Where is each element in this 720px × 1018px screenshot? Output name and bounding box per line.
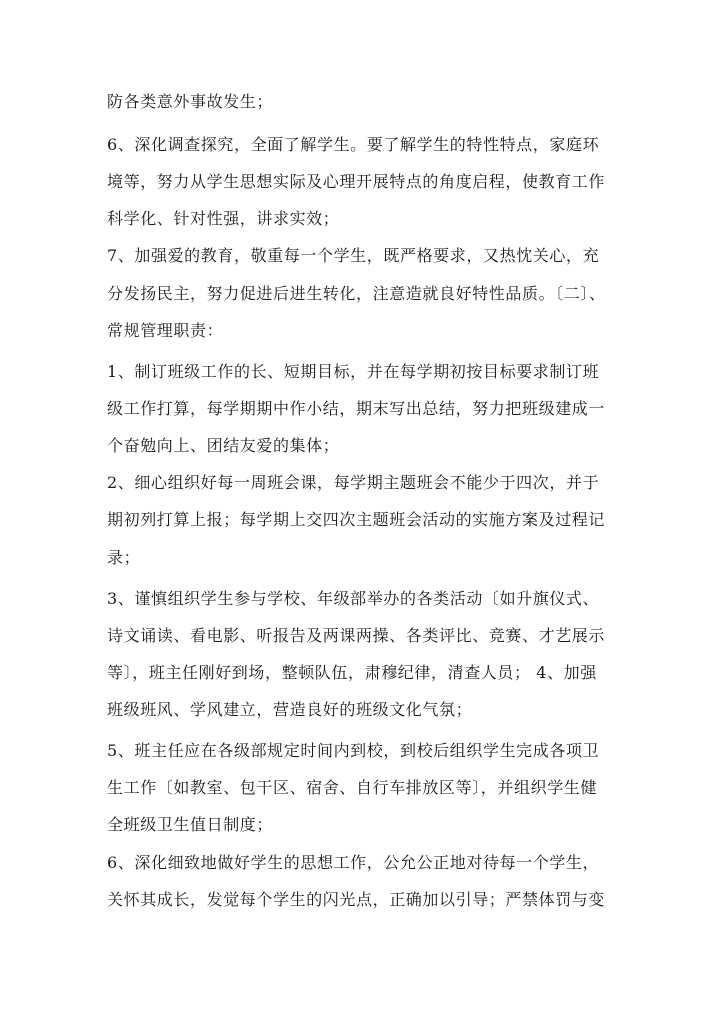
text-line: 常规管理职责： — [107, 321, 224, 340]
text-line: 班级班风、学风建立，营造良好的班级文化气氛； — [107, 700, 473, 719]
text-line: 分发扬民主，努力促进后进生转化，注意造就良好特性品质。〔二〕、 — [107, 284, 606, 303]
text-line: 全班级卫生值日制度； — [107, 815, 274, 834]
text-line: 7、加强爱的教育，敬重每一个学生，既严格要求，又热忱关心，充 — [107, 246, 600, 265]
text-line: 科学化、针对性强，讲求实效； — [107, 209, 340, 228]
text-line: 录； — [107, 548, 141, 567]
text-line: 6、深化细致地做好学生的思想工作，公允公正地对待每一个学生， — [107, 853, 600, 872]
text-line: 关怀其成长，发觉每个学生的闪光点，正确加以引导；严禁体罚与变 — [107, 890, 606, 909]
text-line: 生工作〔如教室、包干区、宿舍、自行车排放区等〕，并组织学生健 — [107, 778, 598, 797]
text-line: 期初列打算上报；每学期上交四次主题班会活动的实施方案及过程记 — [107, 510, 606, 529]
text-line: 5、班主任应在各级部规定时间内到校，到校后组织学生完成各项卫 — [107, 741, 600, 760]
text-line: 诗文诵读、看电影、听报告及两课两操、各类评比、竞赛、才艺展示 — [107, 626, 606, 645]
text-line: 境等，努力从学生思想实际及心理开展特点的角度启程，使教育工作 — [107, 172, 606, 191]
text-line: 等〕，班主任刚好到场，整顿队伍，肃穆纪律，清查人员； 4、加强 — [107, 663, 597, 682]
text-line: 1、制订班级工作的长、短期目标，并在每学期初按目标要求制订班 — [107, 362, 600, 381]
text-line: 6、深化调查探究，全面了解学生。要了解学生的特性特点，家庭环 — [107, 135, 600, 154]
text-line: 3、谨慎组织学生参与学校、年级部举办的各类活动〔如升旗仪式、 — [107, 589, 600, 608]
text-line: 2、细心组织好每一周班会课，每学期主题班会不能少于四次，并于 — [107, 473, 600, 492]
text-line: 防各类意外事故发生； — [107, 92, 274, 111]
text-line: 级工作打算，每学期期中作小结，期末写出总结，努力把班级建成一 — [107, 399, 606, 418]
text-line: 个奋勉向上、团结友爱的集体； — [107, 436, 340, 455]
